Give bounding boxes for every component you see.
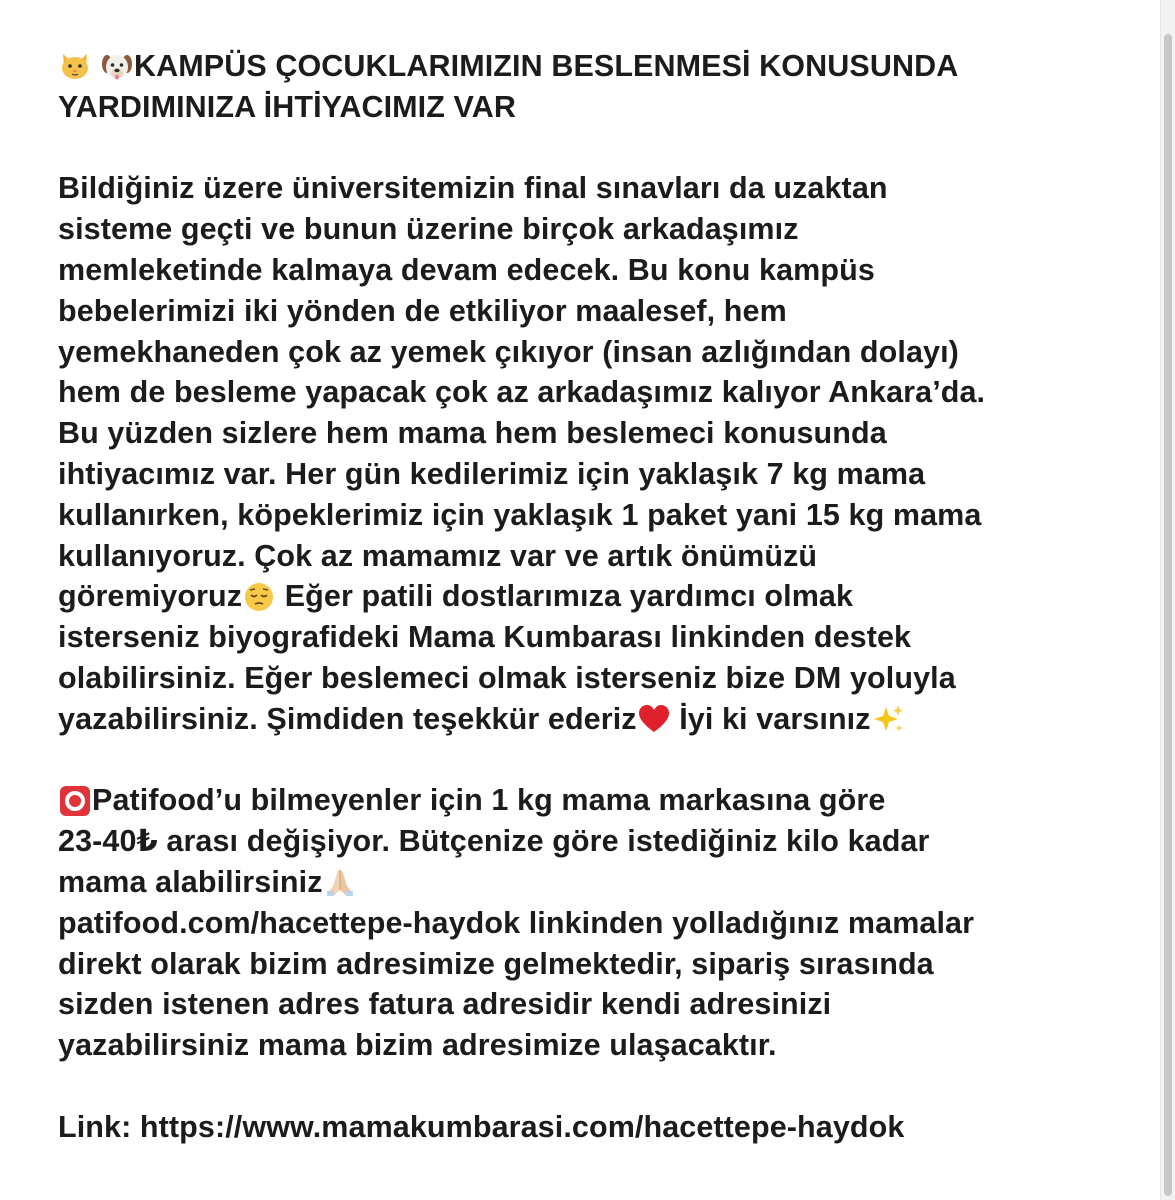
sparkles-icon (871, 703, 905, 735)
body-line: memleketinde kalmaya devam edecek. Bu konu kampüs (58, 252, 875, 287)
dog-face-icon (100, 50, 134, 82)
title-line-2: YARDIMINIZA İHTİYACIMIZ VAR (58, 89, 516, 124)
donation-link[interactable]: Link: https://www.mamakumbarasi.com/hacettepe-haydok (58, 1109, 905, 1144)
scrollbar[interactable] (1160, 0, 1175, 1200)
body-line (58, 699, 1138, 740)
body-line: Bildiğiniz üzere üniversitemizin final sınavları da uzaktan (58, 171, 888, 206)
note-title (58, 46, 1138, 128)
patifood-line: patifood.com/hacettepe-haydok linkinden yolladığınız mamalar (58, 905, 975, 940)
body-line: isterseniz biyografideki Mama Kumbarası linkinden destek (58, 620, 912, 655)
body-line: sisteme geçti ve bunun üzerine birçok arkadaşımız (58, 212, 799, 247)
body-text: Eğer patili dostlarımıza yardımcı olmak (276, 579, 854, 614)
body-line: Bu yüzden sizlere hem mama hem beslemeci konusunda (58, 416, 887, 451)
note-content (58, 0, 1138, 1148)
title-text-1: KAMPÜS ÇOCUKLARIMIZIN BESLENMESİ KONUSUNDA (134, 49, 959, 83)
cat-face-icon (58, 50, 92, 82)
body-text: yazabilirsiniz. Şimdiden teşekkür ederiz (58, 701, 637, 736)
body-line: olabilirsiniz. Eğer beslemeci olmak isterseniz bize DM yoluyla (58, 660, 956, 695)
patifood-line: direkt olarak bizim adresimize gelmektedir, sipariş sırasında (58, 946, 934, 981)
body-line: hem de besleme yapacak çok az arkadaşımız kalıyor Ankara’da. (58, 375, 986, 410)
body-line: ihtiyacımız var. Her gün kedilerimiz için yaklaşık 7 kg mama (58, 456, 926, 491)
title-line-1 (58, 46, 1138, 87)
body-line: yemekhaneden çok az yemek çıkıyor (insan azlığından dolayı) (58, 334, 959, 369)
patifood-line (58, 862, 1138, 903)
body-line: bebelerimizi iki yönden de etkiliyor maalesef, hem (58, 293, 787, 328)
body-line (58, 576, 1138, 617)
body-line: kullanıyoruz. Çok az mamamız var ve artık önümüzü (58, 538, 818, 573)
folded-hands-icon (323, 866, 357, 898)
patifood-text: Patifood’u bilmeyenler için 1 kg mama markasına göre (92, 783, 886, 818)
pensive-face-icon (242, 581, 276, 613)
patifood-line: yazabilirsiniz mama bizim adresimize ulaşacaktır. (58, 1028, 777, 1063)
patifood-line: 23-40₺ arası değişiyor. Bütçenize göre istediğiniz kilo kadar (58, 824, 930, 859)
patifood-line: sizden istenen adres fatura adresidir kendi adresinizi (58, 987, 832, 1022)
body-text: İyi ki varsınız (670, 701, 871, 736)
red-heart-icon (637, 703, 671, 735)
body-paragraph (58, 168, 1138, 739)
o-button-icon (58, 785, 92, 817)
patifood-text: mama alabilirsiniz (58, 864, 323, 899)
scrollbar-thumb[interactable] (1164, 34, 1172, 1196)
body-text: göremiyoruz (58, 579, 243, 614)
patifood-line (58, 780, 1138, 821)
body-line: kullanırken, köpeklerimiz için yaklaşık 1 paket yani 15 kg mama (58, 497, 982, 532)
patifood-paragraph (58, 780, 1138, 1066)
